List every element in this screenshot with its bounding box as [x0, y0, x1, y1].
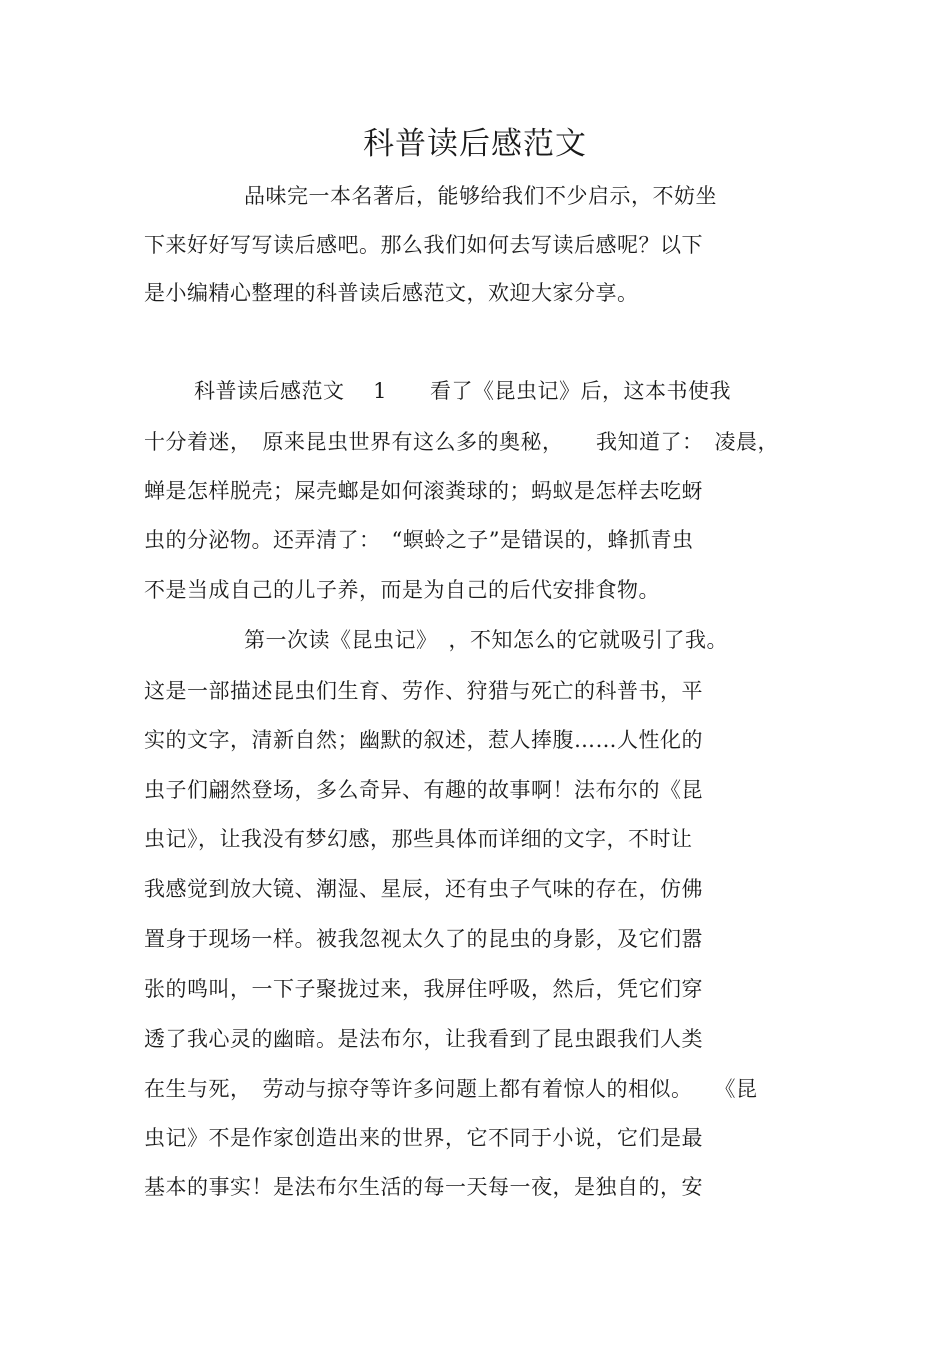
paragraph-line: 虫子们翩然登场，多么奇异、有趣的故事啊！法布尔的《昆 — [144, 778, 703, 802]
paragraph-line: 基本的事实！是法布尔生活的每一天每一夜，是独自的，安 — [144, 1175, 703, 1199]
paragraph-line: 置身于现场一样。被我忽视太久了的昆虫的身影，及它们嚣 — [144, 927, 703, 951]
paragraph-line: 透了我心灵的幽暗。是法布尔，让我看到了昆虫跟我们人类 — [144, 1027, 703, 1051]
paragraph-line: 是小编精心整理的科普读后感范文，欢迎大家分享。 — [144, 281, 639, 305]
paragraph-line: 品味完一本名著后，能够给我们不少启示，不妨坐 — [244, 184, 717, 208]
paragraph-line: 第一次读《昆虫记》 ，不知怎么的它就吸引了我。 — [244, 628, 728, 652]
paragraph-line: 不是当成自己的儿子养，而是为自己的后代安排食物。 — [144, 578, 660, 602]
paragraph-line: 虫的分泌物。还弄清了： “螟蛉之子”是错误的，蜂抓青虫 — [144, 528, 694, 552]
paragraph-line: 下来好好写写读后感吧。那么我们如何去写读后感呢？以下 — [144, 233, 703, 257]
paragraph-line: 张的鸣叫，一下子聚拢过来，我屏住呼吸，然后，凭它们穿 — [144, 977, 703, 1001]
paragraph-line: 我感觉到放大镜、潮湿、星辰，还有虫子气味的存在，仿佛 — [144, 877, 703, 901]
paragraph-line: 在生与死， 劳动与掠夺等许多问题上都有着惊人的相似。 《昆 — [144, 1077, 758, 1101]
paragraph-line: 蝉是怎样脱壳；屎壳螂是如何滚粪球的；蚂蚁是怎样去吃蚜 — [144, 479, 703, 503]
paragraph-line: 这是一部描述昆虫们生育、劳作、狩猎与死亡的科普书，平 — [144, 679, 703, 703]
paragraph-line: 十分着迷， 原来昆虫世界有这么多的奥秘， 我知道了： 凌晨， — [144, 430, 779, 454]
paragraph-line: 科普读后感范文 1 看了《昆虫记》后，这本书使我 — [194, 379, 732, 403]
paragraph-line: 虫记》，让我没有梦幻感，那些具体而详细的文字，不时让 — [144, 827, 693, 851]
paragraph-line: 虫记》不是作家创造出来的世界，它不同于小说，它们是最 — [144, 1126, 703, 1150]
paragraph-line: 实的文字，清新自然；幽默的叙述，惹人捧腹……人性化的 — [144, 728, 703, 752]
document-title: 科普读后感范文 — [363, 126, 587, 162]
